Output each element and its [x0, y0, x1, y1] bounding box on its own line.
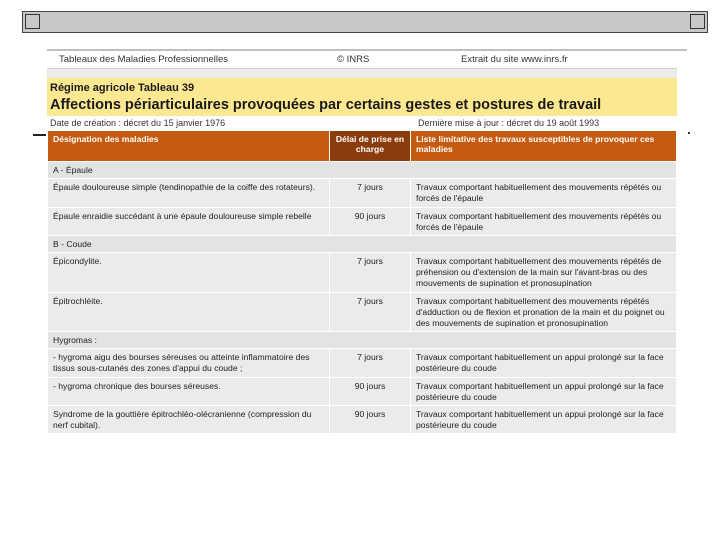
source-title: Tableaux des Maladies Professionnelles [59, 54, 228, 65]
delay-cell: 7 jours [330, 349, 410, 376]
table-row [48, 349, 676, 376]
works-cell: Travaux comportant habituellement un appui prolongé sur la face postérieure du coude [411, 406, 676, 433]
margin-dot [688, 132, 690, 134]
section-row [48, 162, 676, 178]
works-cell: Travaux comportant habituellement un appui prolongé sur la face postérieure du coude [411, 349, 676, 376]
delay-cell: 7 jours [330, 179, 410, 206]
page-title: Affections périarticulaires provoquées par certains gestes et postures de travail [50, 97, 602, 113]
header-rule [47, 49, 687, 51]
disease-cell: Épaule douloureuse simple (tendinopathie de la coiffe des rotateurs). [48, 179, 329, 206]
section-row [48, 236, 676, 252]
works-cell: Travaux comportant habituellement des mouvements répétés ou forcés de l'épaule [411, 179, 676, 206]
section-label: B - Coude [48, 236, 676, 252]
works-cell: Travaux comportant habituellement des mouvements répétés de préhension ou d'extension de la main sur l'avant-bras ou des mouvements de supination et pronosupination [411, 253, 676, 292]
disease-cell: - hygroma aigu des bourses séreuses ou atteinte inflammatoire des tissus sous-cutanés des zones d'appui du coude ; [48, 349, 329, 376]
source-line [47, 54, 677, 68]
disease-cell: Épicondylite. [48, 253, 329, 292]
col-designation: Désignation des maladies [48, 131, 329, 161]
delay-cell: 7 jours [330, 253, 410, 292]
table-row [48, 208, 676, 235]
dates-line [47, 116, 677, 130]
table-row [48, 293, 676, 332]
site-extract: Extrait du site www.inrs.fr [461, 54, 568, 65]
section-label: A - Épaule [48, 162, 676, 178]
left-square-icon [25, 14, 40, 29]
update-date: Dernière mise à jour : décret du 19 août 1993 [418, 118, 600, 128]
section-row [48, 332, 676, 348]
top-bar [22, 11, 708, 33]
delay-cell: 7 jours [330, 293, 410, 332]
disease-cell: Épaule enraidie succédant à une épaule douloureuse simple rebelle [48, 208, 329, 235]
table-row [48, 253, 676, 292]
section-label: Hygromas : [48, 332, 676, 348]
regime-label: Régime agricole Tableau 39 [50, 82, 195, 94]
works-cell: Travaux comportant habituellement des mouvements répétés d'adduction ou de flexion et pronation de la main et du poignet ou des mouvements de supination et pronosupination [411, 293, 676, 332]
table-row [48, 406, 676, 433]
works-cell: Travaux comportant habituellement un appui prolongé sur la face postérieure du coude [411, 378, 676, 405]
table-row [48, 378, 676, 405]
col-delay: Délai de prise en charge [330, 131, 410, 161]
copyright: © INRS [337, 54, 370, 65]
document-excerpt [47, 54, 677, 494]
margin-dash [33, 134, 46, 136]
disease-cell: - hygroma chronique des bourses séreuses. [48, 378, 329, 405]
delay-cell: 90 jours [330, 208, 410, 235]
title-block [47, 78, 677, 116]
table-row [48, 179, 676, 206]
disease-cell: Épitrochléite. [48, 293, 329, 332]
tab-strip [47, 68, 677, 78]
delay-cell: 90 jours [330, 406, 410, 433]
delay-cell: 90 jours [330, 378, 410, 405]
col-works: Liste limitative des travaux susceptibles de provoquer ces maladies [411, 131, 676, 161]
works-cell: Travaux comportant habituellement des mouvements répétés ou forcés de l'épaule [411, 208, 676, 235]
disease-cell: Syndrome de la gouttière épitrochléo-olécranienne (compression du nerf cubital). [48, 406, 329, 433]
right-square-icon [690, 14, 705, 29]
table-header-row [48, 131, 676, 161]
creation-date: Date de création : décret du 15 janvier 1976 [50, 118, 226, 128]
diseases-table [47, 130, 677, 434]
